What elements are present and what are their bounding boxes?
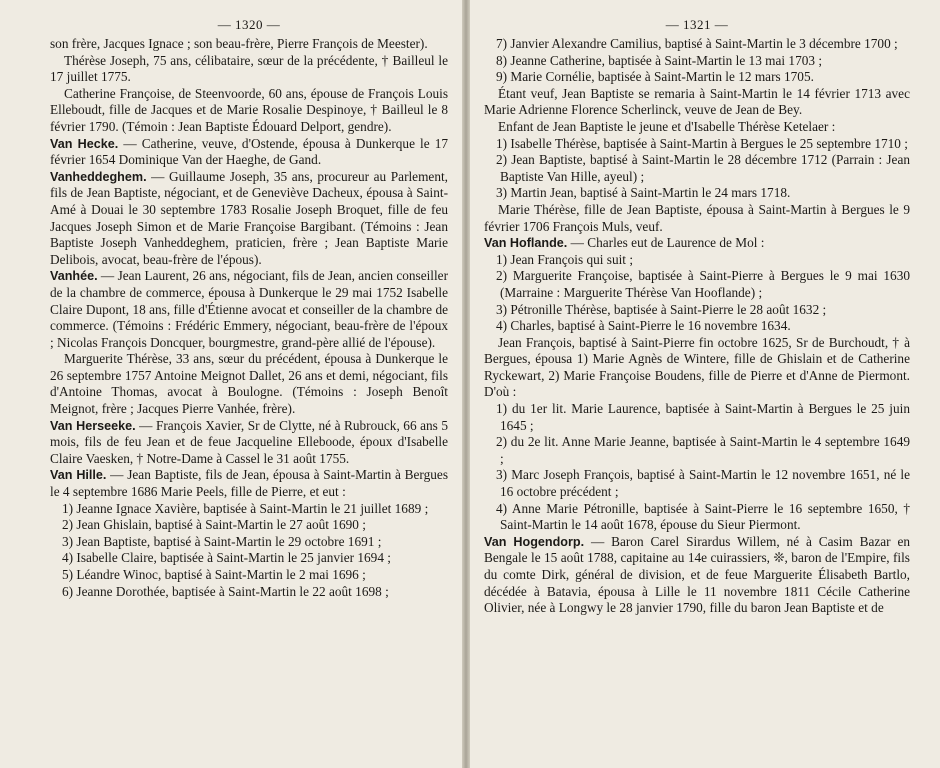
paragraph: Enfant de Jean Baptiste le jeune et d'Isabelle Thérèse Ketelaer :: [498, 118, 836, 134]
entry-text: François Xavier, Sr de Clytte, né à Rubrouck, 66 ans 5 mois, fils de feu Jean et de feue Jacqueline Elleboode, époux d'Isabelle Claire Vaesken, † Notre-Dame à Cassel le 31 août 1755.: [50, 417, 449, 466]
book-gutter: [462, 0, 470, 768]
list-item: 4) Charles, baptisé à Saint-Pierre le 16 novembre 1634.: [496, 318, 791, 334]
list-item: 4) Isabelle Claire, baptisée à Saint-Martin le 25 janvier 1694 ;: [62, 550, 391, 566]
entry-van-hille: Van Hille. — Jean Baptiste, fils de Jean, épousa à Saint-Martin à Bergues le 4 septembre 1686 Marie Peels, fille de Pierre, et eut :: [50, 467, 448, 500]
entry-heading: Van Hecke.: [50, 136, 119, 151]
list-item: 2) Jean Ghislain, baptisé à Saint-Martin le 27 août 1690 ;: [62, 517, 366, 533]
left-page-text: [50, 36, 448, 600]
paragraph: Marguerite Thérèse, 33 ans, sœur du précédent, épousa à Dunkerque le 26 septembre 1757 Antoine Meignot Dallet, 26 ans et demi, négociant, fils d'Antoine Thomas, avocat à Boulogne. (Témoins : Joseph Benoît Meignot, frère ; Jacques Pierre Vanhée, frère).: [50, 351, 448, 417]
entry-vanheddeghem: Vanheddeghem. — Guillaume Joseph, 35 ans, procureur au Parlement, fils de Jean Baptiste, négociant, et de Geneviève Dacheux, épousa à Saint-Amé à Douai le 30 septembre 1783 Rosalie Joseph Broquet, fille de feu Jacques Joseph Simon et de Marie Françoise Bargibant. (Témoins : Jean Baptiste Joseph Vanheddeghem, praticien, frère ; Jean Baptiste Marie Delibois, avocat, beau-frère de l'épous).: [50, 168, 448, 267]
entry-heading: Van Hoflande.: [484, 236, 568, 251]
paragraph: son frère, Jacques Ignace ; son beau-frère, Pierre François de Meester).: [50, 36, 428, 51]
entry-heading: Vanhée.: [50, 269, 98, 284]
list-item: 6) Jeanne Dorothée, baptisée à Saint-Martin le 22 août 1698 ;: [62, 583, 389, 599]
entry-vanhee: Vanhée. — Jean Laurent, 26 ans, négociant, fils de Jean, ancien conseiller de la chambre de commerce, épousa à Dunkerque le 29 mai 1752 Isabelle Claire Dupont, 18 ans, fille d'Étienne avocat et conseiller de la chambre de commerce. (Témoins : Frédéric Emmery, négociant, beau-frère de l'époux ; Nicolas François Doncquer, bourgmestre, grand-père allié de l'épouse).: [50, 268, 449, 350]
list-item: 2) Jean Baptiste, baptisé à Saint-Martin le 28 décembre 1712 (Parrain : Jean Baptiste Van Hille, ayeul) ;: [496, 152, 910, 184]
entry-heading: Van Hogendorp.: [484, 534, 585, 549]
list-item: 8) Jeanne Catherine, baptisée à Saint-Martin le 13 mai 1703 ;: [496, 52, 823, 68]
list-item: 1) Jeanne Ignace Xavière, baptisée à Saint-Martin le 21 juillet 1689 ;: [62, 500, 429, 516]
list-item: 4) Anne Marie Pétronille, baptisée à Saint-Pierre le 16 septembre 1650, † Saint-Martin le 14 août 1678, épouse du Sieur Piermont.: [496, 500, 910, 533]
list-item: 1) Isabelle Thérèse, baptisée à Saint-Martin à Bergues le 25 septembre 1710 ;: [496, 135, 908, 151]
entry-heading: Vanheddeghem.: [50, 169, 147, 184]
list-item: 3) Jean Baptiste, baptisé à Saint-Martin le 29 octobre 1691 ;: [62, 533, 382, 549]
list-item: 2) Marguerite Françoise, baptisée à Saint-Pierre à Bergues le 9 mai 1630 (Marraine : Marguerite Thérèse Van Hooflande) ;: [496, 268, 910, 300]
right-page: [470, 0, 940, 768]
list-item: 7) Janvier Alexandre Camilius, baptisé à Saint-Martin le 3 décembre 1700 ;: [496, 36, 898, 51]
paragraph: Thérèse Joseph, 75 ans, célibataire, sœur de la précédente, † Bailleul le 17 juillet 1775.: [50, 52, 448, 85]
right-page-text: [484, 36, 910, 617]
entry-van-hogendorp: Van Hogendorp. — Baron Carel Sirardus Willem, né à Casim Bazar en Bengale le 15 août 1788, capitaine au 14e cuirassiers, ❊, baron de l'Empire, fils du comte Dirk, général de division, et de feue Marguerite Élisabeth Bartlo, décédée à Batavia, épousa à Lille le 11 novembre 1811 Cécile Catherine Olivier, née à Longwy le 28 janvier 1790, fille du baron Jean Baptiste et de: [484, 533, 910, 616]
entry-heading: Van Hille.: [50, 468, 107, 483]
list-item: 5) Léandre Winoc, baptisé à Saint-Martin le 2 mai 1696 ;: [62, 567, 366, 582]
entry-text: Jean Laurent, 26 ans, négociant, fils de Jean, ancien conseiller de la chambre de commerce, épousa à Dunkerque le 29 mai 1752 Isabelle Claire Dupont, 18 ans, fille d'Étienne avocat et conseiller de la chambre de commerce. (Témoins : Frédéric Emmery, négociant, beau-frère de l'époux ; Nicolas François Doncquer, bourgmestre, grand-père allié de l'épouse).: [50, 268, 449, 350]
entry-van-herseeke: Van Herseeke. — François Xavier, Sr de Clytte, né à Rubrouck, 66 ans 5 mois, fils de feu Jean et de feue Jacqueline Elleboode, époux d'Isabelle Claire Vaesken, † Notre-Dame à Cassel le 31 août 1755.: [50, 417, 449, 466]
entry-van-hecke: Van Hecke. — Catherine, veuve, d'Ostende, épousa à Dunkerque le 17 février 1654 Dominique Van der Haeghe, de Gand.: [50, 135, 448, 168]
list-item: 9) Marie Cornélie, baptisée à Saint-Martin le 12 mars 1705.: [496, 69, 814, 85]
entry-van-hoflande: Van Hoflande. — Charles eut de Laurence de Mol :: [484, 235, 765, 251]
entry-text: Baron Carel Sirardus Willem, né à Casim Bazar en Bengale le 15 août 1788, capitaine au 14e cuirassiers, ❊, baron de l'Empire, fils du comte Dirk, général de division, et de feue Marguerite Élisabeth Bartlo, décédée à Batavia, épousa à Lille le 11 novembre 1811 Cécile Catherine Olivier, née à Longwy le 28 janvier 1790, fille du baron Jean Baptiste et de: [484, 533, 910, 616]
entry-text: Catherine, veuve, d'Ostende, épousa à Dunkerque le 17 février 1654 Dominique Van der Haeghe, de Gand.: [50, 135, 448, 168]
paragraph: Étant veuf, Jean Baptiste se remaria à Saint-Martin le 14 février 1713 avec Marie Adrienne Florence Scherlinck, veuve de Jean de Bey.: [484, 85, 910, 118]
entry-text: Charles eut de Laurence de Mol :: [587, 235, 765, 251]
paragraph: Catherine Françoise, de Steenvoorde, 60 ans, épouse de François Louis Elleboudt, fille de Jacques et de Marie Rosalie Despinoye, † Bailleul le 8 février 1790. (Témoin : Jean Baptiste Édouard Delport, gendre).: [50, 85, 448, 134]
list-item: 3) Martin Jean, baptisé à Saint-Martin le 24 mars 1718.: [496, 185, 791, 201]
entry-text: Jean Baptiste, fils de Jean, épousa à Saint-Martin à Bergues le 4 septembre 1686 Marie Peels, fille de Pierre, et eut :: [50, 467, 448, 500]
left-page-number: — 1320 —: [217, 17, 281, 32]
paragraph: Jean François, baptisé à Saint-Pierre fin octobre 1625, Sr de Burchoudt, † à Bergues, épousa 1) Marie Agnès de Wintere, fille de Ghislain et de Catherine Ryckewart, 2) Marie Françoise Boudens, fille de Pierre et d'Anne de Piermont. D'où :: [484, 334, 910, 400]
entry-text: Guillaume Joseph, 35 ans, procureur au Parlement, fils de Jean Baptiste, négociant, et de Geneviève Dacheux, épousa à Saint-Amé à Douai le 30 septembre 1783 Rosalie Joseph Broquet, fille de feu Jacques Joseph Simon et de Marie Françoise Bargibant. (Témoins : Jean Baptiste Joseph Vanheddeghem, praticien, frère ; Jean Baptiste Marie Delibois, avocat, beau-frère de l'épous).: [50, 168, 448, 267]
paragraph: Marie Thérèse, fille de Jean Baptiste, épousa à Saint-Martin à Bergues le 9 février 1706 François Muls, veuf.: [484, 201, 910, 234]
list-item: 2) du 2e lit. Anne Marie Jeanne, baptisée à Saint-Martin le 4 septembre 1649 ;: [496, 434, 910, 466]
list-item: 3) Marc Joseph François, baptisé à Saint-Martin le 12 novembre 1651, né le 16 octobre précédent ;: [496, 467, 910, 500]
list-item: 3) Pétronille Thérèse, baptisée à Saint-Pierre le 28 août 1632 ;: [496, 301, 827, 317]
entry-heading: Van Herseeke.: [50, 418, 136, 433]
list-item: 1) Jean François qui suit ;: [496, 251, 634, 267]
right-page-number: — 1321 —: [665, 17, 729, 32]
list-item: 1) du 1er lit. Marie Laurence, baptisée à Saint-Martin à Bergues le 25 juin 1645 ;: [496, 401, 910, 433]
left-page: [0, 0, 462, 768]
